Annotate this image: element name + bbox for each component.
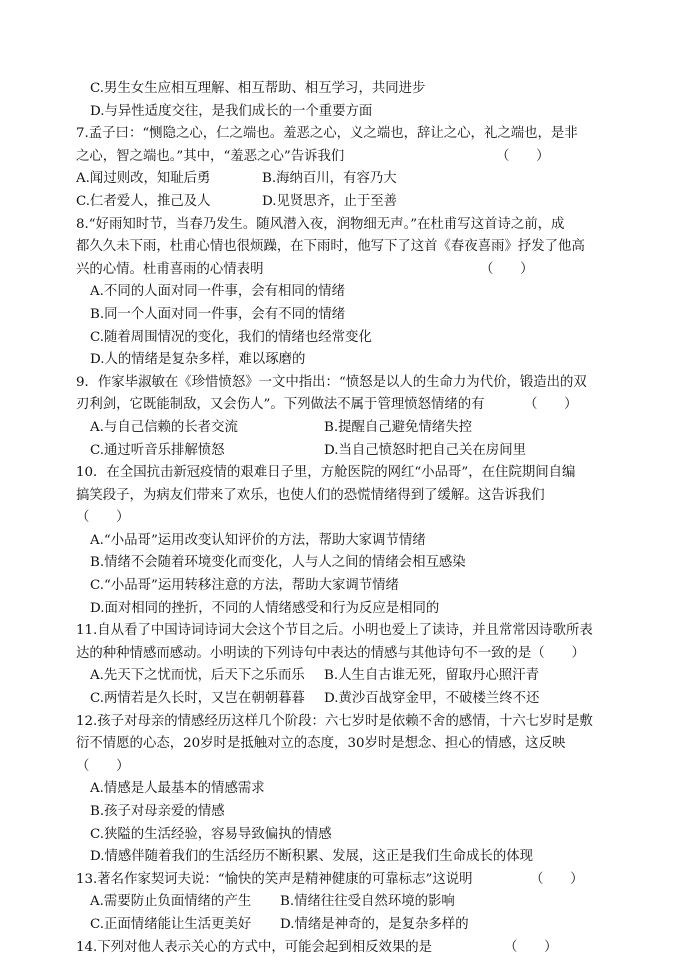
option-b: B.情绪往往受自然环境的影响 — [280, 894, 455, 910]
question-text: 都久久未下雨，杜甫心情也很烦躁，在下雨时，他写下了这首《春夜喜雨》抒发了他高 — [76, 239, 585, 255]
question-text: 之心，智之端也。”其中，“羞恶之心”告诉我们 — [76, 148, 345, 164]
option-b: B.提醒自己避免情绪失控 — [324, 419, 473, 435]
question-9-line — [76, 372, 616, 395]
option-a: A.先天下之忧而忧，后天下之乐而乐 — [90, 668, 305, 684]
option-text: D.情感伴随着我们的生活经历不断积累、发展，这正是我们生命成长的体现 — [90, 849, 534, 865]
question-9-line — [76, 394, 616, 417]
question-12-line — [76, 756, 616, 779]
option-text: D.人的情绪是复杂多样，难以琢磨的 — [90, 352, 306, 368]
option-pair — [76, 891, 616, 914]
option-text: B.情绪不会随着环境变化而变化，人与人之间的情绪会相互感染 — [90, 555, 466, 571]
option-b: B.海纳百川，有容乃大 — [262, 171, 397, 187]
option-text: C.“小品哥”运用转移注意的方法，帮助大家调节情绪 — [90, 578, 399, 594]
option-pair — [76, 665, 616, 688]
option-a: A.闻过则改，知耻后勇 — [76, 171, 211, 187]
question-text: 14.下列对他人表示关心的方式中，可能会起到相反效果的是 — [76, 939, 433, 955]
option-text: C.男生女生应相互理解、相互帮助、相互学习，共同进步 — [90, 81, 426, 96]
answer-parentheses: （ ） — [496, 148, 550, 164]
option-line — [76, 552, 616, 575]
question-text: 10．在全国抗击新冠疫情的艰难日子里，方舱医院的网红“小品哥”，在住院期间自编 — [76, 465, 576, 481]
question-text: 刃利剑，它既能制敌，又会伤人”。下列做法不属于管理愤怒情绪的有 — [76, 397, 485, 413]
option-text: C.随着周围情况的变化，我们的情绪也经常变化 — [90, 329, 372, 345]
option-text: B.孩子对母亲爱的情感 — [90, 804, 225, 819]
option-c: C.两情若是久长时，又岂在朝朝暮暮 — [90, 691, 305, 707]
option-line — [76, 778, 616, 801]
question-text: 13.著名作家契诃夫说：“愉快的笑声是精神健康的可靠标志”这说明 — [76, 871, 473, 887]
question-text: 12.孩子对母亲的情感经历这样几个阶段：六七岁时是依赖不舍的感情，十六七岁时是敷 — [76, 713, 593, 729]
answer-parentheses: （ ） — [524, 397, 578, 413]
option-text: D.与异性适度交往，是我们成长的一个重要方面 — [90, 103, 373, 119]
option-text: A.“小品哥”运用改变认知评价的方法，帮助大家调节情绪 — [90, 532, 426, 548]
question-8-line — [76, 214, 616, 237]
option-d: D.情绪是神奇的，是复杂多样的 — [280, 916, 469, 932]
option-line — [76, 846, 616, 869]
question-10-line — [76, 485, 616, 508]
question-12-line — [76, 711, 616, 734]
answer-parentheses: （ ） — [480, 261, 534, 277]
option-pair — [76, 191, 616, 214]
option-line — [76, 349, 616, 372]
option-line — [76, 327, 616, 350]
option-pair — [76, 914, 616, 937]
answer-parentheses: （ ） — [76, 510, 130, 526]
option-line — [76, 801, 616, 824]
option-d: D.当自己愤怒时把自己关在房间里 — [324, 442, 526, 458]
option-text: C.狭隘的生活经验，容易导致偏执的情感 — [90, 826, 332, 842]
answer-parentheses: （ ） — [76, 758, 130, 774]
option-line — [76, 281, 616, 304]
option-line — [76, 530, 616, 553]
option-d: D.见贤思齐，止于至善 — [262, 193, 398, 209]
option-c: C.正面情绪能让生活更美好 — [90, 916, 252, 932]
option-pair — [76, 417, 616, 440]
question-text: 7.孟子曰：“恻隐之心，仁之端也。羞恶之心，义之端也，辞让之心，礼之端也，是非 — [76, 126, 578, 142]
answer-parentheses: （ ） — [504, 939, 558, 955]
question-14-line — [76, 937, 616, 960]
question-text: 9．作家毕淑敏在《珍惜愤怒》一文中指出：“愤怒是以人的生命力为代价，锻造出的双 — [76, 374, 587, 390]
option-text: D.面对相同的挫折，不同的人情绪感受和行为反应是相同的 — [90, 600, 440, 616]
question-text: 衍不情愿的心态，20岁时是抵触对立的态度，30岁时是想念、担心的情感，这反映 — [76, 736, 566, 752]
question-7-line — [76, 146, 616, 169]
question-text: 11.自从看了中国诗词诗词大会这个节目之后。小明也爱上了读诗，并且常常因诗歌所表 — [76, 623, 593, 639]
question-text: 8.“好雨知时节，当春乃发生。随风潜入夜，润物细无声。”在杜甫写这首诗之前，成 — [76, 216, 565, 232]
option-a: A.需要防止负面情绪的产生 — [90, 894, 252, 910]
question-10-line — [76, 462, 616, 485]
question-11-line — [76, 643, 616, 666]
question-text: 达的种种情感而感动。小明读的下列诗句中表达的情感与其他诗句不一致的是（ ） — [76, 645, 585, 661]
option-line — [76, 78, 616, 101]
option-line — [76, 101, 616, 124]
option-text: A.情感是人最基本的情感需求 — [90, 781, 265, 797]
question-10-line — [76, 507, 616, 530]
question-text: 搞笑段子，为病友们带来了欢乐，也使人们的恐慌情绪得到了缓解。这告诉我们 — [76, 487, 545, 503]
option-d: D.黄沙百战穿金甲，不破楼兰终不还 — [324, 691, 540, 707]
question-text: 兴的心情。杜甫喜雨的心情表明 — [76, 261, 264, 277]
question-8-line — [76, 259, 616, 282]
option-pair — [76, 168, 616, 191]
option-line — [76, 304, 616, 327]
option-a: A.与自己信赖的长者交流 — [90, 419, 238, 435]
option-text: B.同一个人面对同一件事，会有不同的情绪 — [90, 306, 346, 322]
option-pair — [76, 688, 616, 711]
option-text: A.不同的人面对同一件事，会有相同的情绪 — [90, 284, 345, 300]
question-7-line — [76, 123, 616, 146]
option-b: B.人生自古谁无死，留取丹心照汗青 — [324, 668, 539, 684]
option-pair — [76, 440, 616, 463]
exam-page — [76, 78, 616, 959]
option-line — [76, 824, 616, 847]
question-13-line — [76, 869, 616, 892]
option-line — [76, 598, 616, 621]
question-8-line — [76, 236, 616, 259]
question-12-line — [76, 733, 616, 756]
question-11-line — [76, 620, 616, 643]
option-c: C.仁者爱人，推己及人 — [76, 193, 211, 209]
option-line — [76, 575, 616, 598]
option-c: C.通过听音乐排解愤怒 — [90, 442, 225, 458]
answer-parentheses: （ ） — [530, 871, 584, 887]
